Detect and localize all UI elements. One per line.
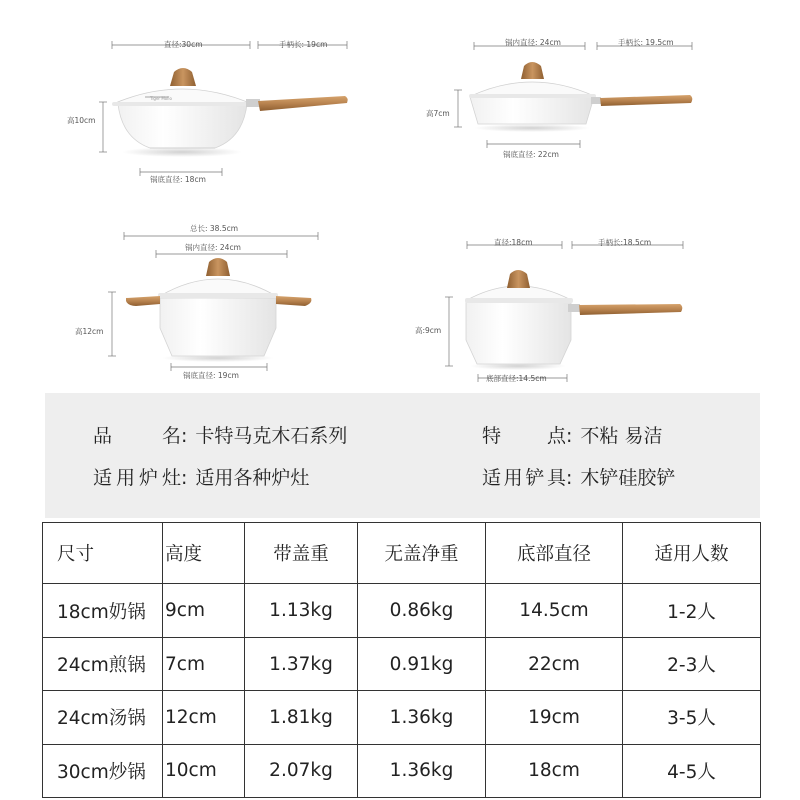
- cell-height: 12cm: [163, 691, 245, 744]
- size-table: [42, 522, 761, 798]
- header-height: 高度: [163, 523, 245, 584]
- cell-weight-with-lid: 2.07kg: [245, 744, 358, 797]
- frying-pan-handle-label: 手柄长: 19.5cm: [618, 38, 674, 47]
- milk-pan-base-label: 底部直径:14.5cm: [486, 374, 547, 383]
- cell-servings: 4-5人: [623, 744, 761, 797]
- table-header-row: [43, 523, 761, 584]
- cookware-illustrations: [0, 0, 800, 392]
- soup-pot-illustration: [108, 232, 318, 371]
- cell-size: 24cm汤锅: [43, 691, 163, 744]
- wok-illustration: [99, 41, 348, 176]
- table-row: [43, 744, 761, 797]
- wok-lid-brand-text: Tiger Molio: [150, 96, 172, 101]
- dimension-diagrams: [0, 0, 800, 392]
- soup-pot-total-label: 总长: 38.5cm: [190, 224, 239, 233]
- cell-weight-with-lid: 1.37kg: [245, 637, 358, 690]
- spec-utensil-label: 适用铲具: [482, 467, 566, 489]
- spec-feature: 特点: 不粘 易洁: [482, 421, 662, 448]
- wok-height-label: 高10cm: [67, 116, 96, 125]
- spec-product-name: 品名: 卡特马克木石系列: [93, 421, 347, 448]
- header-weight-with-lid: 带盖重: [245, 523, 358, 584]
- cell-size: 18cm奶锅: [43, 584, 163, 637]
- wok-base-label: 锅底直径: 18cm: [150, 175, 206, 184]
- frying-pan-height-label: 高7cm: [426, 109, 450, 118]
- spec-stove-value: 适用各种炉灶: [195, 467, 310, 489]
- spec-stove: 适用炉灶: 适用各种炉灶: [93, 463, 309, 490]
- product-spec-panel: [45, 393, 760, 518]
- cell-weight-with-lid: 1.81kg: [245, 691, 358, 744]
- wok-handle-label: 手柄长: 19cm: [279, 40, 328, 49]
- cell-height: 7cm: [163, 637, 245, 690]
- cell-net-weight: 1.36kg: [358, 691, 486, 744]
- table-row: [43, 584, 761, 637]
- frying-pan-base-label: 锅底直径: 22cm: [503, 150, 559, 159]
- cell-base-diameter: 14.5cm: [486, 584, 623, 637]
- spec-feature-value: 不粘 易洁: [580, 425, 663, 447]
- cell-net-weight: 0.86kg: [358, 584, 486, 637]
- cell-base-diameter: 18cm: [486, 744, 623, 797]
- milk-pan-height-label: 高:9cm: [415, 326, 442, 335]
- cell-size: 30cm炒锅: [43, 744, 163, 797]
- milk-pan-illustration: [445, 238, 683, 382]
- cell-net-weight: 1.36kg: [358, 744, 486, 797]
- table-row: [43, 637, 761, 690]
- spec-name-value: 卡特马克木石系列: [195, 425, 348, 447]
- header-servings: 适用人数: [623, 523, 761, 584]
- milk-pan-diameter-label: 直径:18cm: [494, 238, 533, 247]
- header-net-weight: 无盖净重: [358, 523, 486, 584]
- cell-servings: 3-5人: [623, 691, 761, 744]
- milk-pan-handle-label: 手柄长:18.5cm: [598, 238, 652, 247]
- header-size: 尺寸: [43, 523, 163, 584]
- spec-utensil: 适用铲具: 木铲硅胶铲: [482, 463, 675, 490]
- cell-base-diameter: 19cm: [486, 691, 623, 744]
- soup-pot-base-label: 锅底直径: 19cm: [183, 371, 239, 380]
- spec-name-label: 品名: [93, 425, 181, 447]
- spec-feature-label: 特点: [482, 425, 566, 447]
- spec-stove-label: 适用炉灶: [93, 467, 181, 489]
- header-base-diameter: 底部直径: [486, 523, 623, 584]
- soup-pot-height-label: 高12cm: [75, 327, 104, 336]
- soup-pot-inner-label: 锅内直径: 24cm: [185, 243, 241, 252]
- spec-utensil-value: 木铲硅胶铲: [580, 467, 676, 489]
- cell-weight-with-lid: 1.13kg: [245, 584, 358, 637]
- cell-height: 10cm: [163, 744, 245, 797]
- frying-pan-inner-label: 锅内直径: 24cm: [505, 38, 561, 47]
- cell-size: 24cm煎锅: [43, 637, 163, 690]
- wok-diameter-label: 直径:30cm: [164, 40, 203, 49]
- table-row: [43, 691, 761, 744]
- cell-height: 9cm: [163, 584, 245, 637]
- cell-servings: 1-2人: [623, 584, 761, 637]
- cell-servings: 2-3人: [623, 637, 761, 690]
- cell-base-diameter: 22cm: [486, 637, 623, 690]
- frying-pan-illustration: [454, 42, 692, 148]
- cell-net-weight: 0.91kg: [358, 637, 486, 690]
